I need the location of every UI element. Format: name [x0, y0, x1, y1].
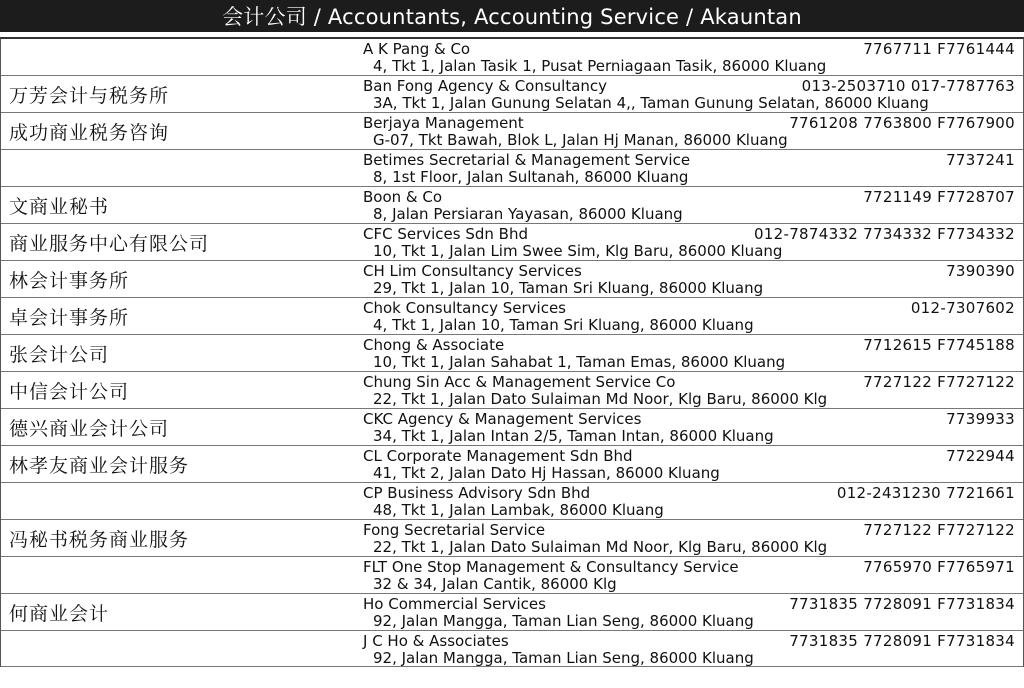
phone-numbers: 7761208 7763800 F7767900: [789, 114, 1015, 132]
table-row: [1, 76, 1023, 113]
phone-numbers: 7731835 7728091 F7731834: [789, 595, 1015, 613]
chinese-name: [1, 557, 363, 593]
company-address: 22, Tkt 1, Jalan Dato Sulaiman Md Noor, Klg Baru, 86000 Klg: [373, 390, 828, 408]
company-address: 22, Tkt 1, Jalan Dato Sulaiman Md Noor, Klg Baru, 86000 Klg: [373, 538, 828, 556]
entry-detail: [363, 298, 1023, 334]
table-row: [1, 557, 1023, 594]
chinese-name: 万芳会计与税务所: [9, 85, 170, 107]
table-row: [1, 631, 1023, 667]
chinese-name: 卓会计事务所: [9, 307, 130, 329]
phone-numbers: 7731835 7728091 F7731834: [789, 632, 1015, 650]
company-name: CFC Services Sdn Bhd: [363, 225, 528, 243]
phone-numbers: 7765970 F7765971: [863, 558, 1015, 576]
company-name: Ban Fong Agency & Consultancy: [363, 77, 608, 95]
phone-numbers: 7721149 F7728707: [863, 188, 1015, 206]
chinese-name: 中信会计公司: [9, 381, 130, 403]
company-address: 34, Tkt 1, Jalan Intan 2/5, Taman Intan, 86000 Kluang: [373, 427, 774, 445]
company-address: 10, Tkt 1, Jalan Sahabat 1, Taman Emas, 86000 Kluang: [373, 353, 786, 371]
chinese-name: [1, 631, 363, 666]
chinese-name: 林会计事务所: [9, 270, 130, 292]
company-name: Berjaya Management: [363, 114, 524, 132]
phone-numbers: 7722944: [946, 447, 1015, 465]
entry-detail: [363, 372, 1023, 408]
table-row: [1, 409, 1023, 446]
phone-numbers: 013-2503710 017-7787763: [801, 77, 1015, 95]
phone-numbers: 012-2431230 7721661: [836, 484, 1015, 502]
company-address: 48, Tkt 1, Jalan Lambak, 86000 Kluang: [373, 501, 664, 519]
company-name: Chok Consultancy Services: [363, 299, 566, 317]
table-row: [1, 594, 1023, 631]
chinese-name: 何商业会计: [9, 603, 110, 625]
table-row: [1, 372, 1023, 409]
entry-detail: [363, 187, 1023, 223]
company-address: 92, Jalan Mangga, Taman Lian Seng, 86000 Kluang: [373, 612, 754, 630]
entry-detail: [363, 113, 1023, 149]
company-name: Boon & Co: [363, 188, 443, 206]
company-name: CL Corporate Management Sdn Bhd: [363, 447, 633, 465]
chinese-name: 冯秘书税务商业服务: [9, 529, 190, 551]
company-name: CP Business Advisory Sdn Bhd: [363, 484, 591, 502]
entry-detail: [363, 557, 1023, 593]
table-row: [1, 187, 1023, 224]
company-address: 4, Tkt 1, Jalan 10, Taman Sri Kluang, 86000 Kluang: [373, 316, 754, 334]
chinese-name: 商业服务中心有限公司: [9, 233, 210, 255]
entry-detail: [363, 150, 1023, 186]
entry-detail: [363, 409, 1023, 445]
entry-detail: [363, 224, 1023, 260]
company-address: G-07, Tkt Bawah, Blok L, Jalan Hj Manan, 86000 Kluang: [373, 131, 788, 149]
table-row: [1, 39, 1023, 76]
company-name: CKC Agency & Management Services: [363, 410, 642, 428]
table-row: [1, 335, 1023, 372]
entry-detail: [363, 76, 1023, 112]
company-address: 4, Tkt 1, Jalan Tasik 1, Pusat Perniagaan Tasik, 86000 Kluang: [373, 57, 827, 75]
phone-numbers: 7712615 F7745188: [863, 336, 1015, 354]
chinese-name: 德兴商业会计公司: [9, 418, 170, 440]
company-name: Fong Secretarial Service: [363, 521, 546, 539]
company-name: FLT One Stop Management & Consultancy Service: [363, 558, 739, 576]
phone-numbers: 012-7874332 7734332 F7734332: [753, 225, 1015, 243]
table-row: [1, 483, 1023, 520]
entry-detail: [363, 335, 1023, 371]
company-address: 32 & 34, Jalan Cantik, 86000 Klg: [373, 575, 617, 593]
company-address: 8, 1st Floor, Jalan Sultanah, 86000 Kluang: [373, 168, 689, 186]
company-address: 41, Tkt 2, Jalan Dato Hj Hassan, 86000 Kluang: [373, 464, 720, 482]
company-name: Chong & Associate: [363, 336, 505, 354]
entry-detail: [363, 594, 1023, 630]
company-address: 3A, Tkt 1, Jalan Gunung Selatan 4,, Taman Gunung Selatan, 86000 Kluang: [373, 94, 929, 112]
phone-numbers: 7739933: [946, 410, 1015, 428]
phone-numbers: 7727122 F7727122: [863, 521, 1015, 539]
phone-numbers: 7727122 F7727122: [863, 373, 1015, 391]
phone-numbers: 012-7307602: [910, 299, 1015, 317]
company-address: 8, Jalan Persiaran Yayasan, 86000 Kluang: [373, 205, 683, 223]
table-row: [1, 446, 1023, 483]
entry-detail: [363, 631, 1023, 666]
chinese-name: [1, 39, 363, 75]
chinese-name: [1, 150, 363, 186]
phone-numbers: 7737241: [946, 151, 1015, 169]
listing-table: [0, 37, 1024, 667]
entry-detail: [363, 261, 1023, 297]
company-address: 92, Jalan Mangga, Taman Lian Seng, 86000 Kluang: [373, 649, 754, 667]
company-name: Betimes Secretarial & Management Service: [363, 151, 691, 169]
company-name: CH Lim Consultancy Services: [363, 262, 582, 280]
phone-numbers: 7390390: [946, 262, 1015, 280]
chinese-name: 林孝友商业会计服务: [9, 455, 190, 477]
company-name: A K Pang & Co: [363, 40, 471, 58]
company-name: Chung Sin Acc & Management Service Co: [363, 373, 676, 391]
entry-detail: [363, 483, 1023, 519]
entry-detail: [363, 520, 1023, 556]
phone-numbers: 7767711 F7761444: [863, 40, 1015, 58]
company-address: 10, Tkt 1, Jalan Lim Swee Sim, Klg Baru, 86000 Kluang: [373, 242, 783, 260]
company-name: J C Ho & Associates: [363, 632, 509, 650]
header-title: 会计公司 / Accountants, Accounting Service / Akauntan: [222, 5, 802, 29]
chinese-name: 文商业秘书: [9, 196, 110, 218]
table-row: [1, 150, 1023, 187]
chinese-name: 成功商业税务咨询: [9, 122, 170, 144]
table-row: [1, 113, 1023, 150]
entry-detail: [363, 39, 1023, 75]
company-address: 29, Tkt 1, Jalan 10, Taman Sri Kluang, 86000 Kluang: [373, 279, 764, 297]
table-row: [1, 224, 1023, 261]
company-name: Ho Commercial Services: [363, 595, 546, 613]
chinese-name: 张会计公司: [9, 344, 110, 366]
entry-detail: [363, 446, 1023, 482]
chinese-name: [1, 483, 363, 519]
page-header: [0, 0, 1024, 32]
table-row: [1, 298, 1023, 335]
table-row: [1, 261, 1023, 298]
table-row: [1, 520, 1023, 557]
